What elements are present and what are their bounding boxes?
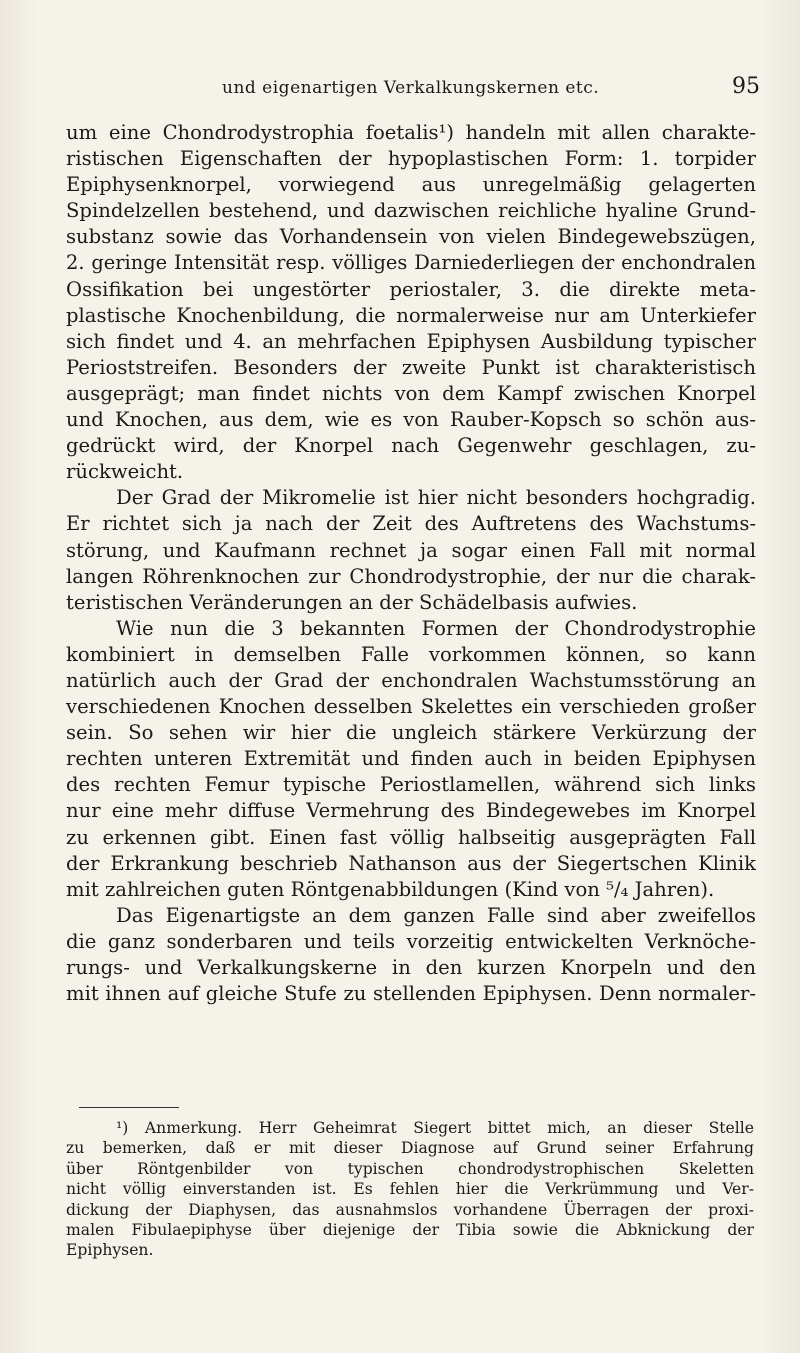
footnote-line: dickung der Diaphysen, das ausnahmslos vorhandene Überragen der proxi- [66,1200,754,1219]
text-line: rückweicht. [66,460,184,484]
text-line: substanz sowie das Vorhandensein von vielen Bindegewebszügen, [66,225,756,249]
footnote-divider [79,1107,179,1108]
page-number: 95 [732,74,760,99]
text-line: um eine Chondrodystrophia foetalis¹) handeln mit allen charakte- [66,121,756,144]
text-line: teristischen Veränderungen an der Schädelbasis aufwies. [66,590,638,614]
footnote-line: Epiphysen. [66,1241,154,1260]
text-line: Epiphysenknorpel, vorwiegend aus unregelmäßig gelagerten [66,173,756,197]
text-line: 2. geringe Intensität resp. völliges Darniederliegen der enchondralen [66,251,756,275]
text-line: störung, und Kaufmann rechnet ja sogar einen Fall mit normal [66,538,756,562]
text-line: sich findet und 4. an mehrfachen Epiphysen Ausbildung typischer [66,329,756,353]
text-line: rechten unteren Extremität und finden auch in beiden Epiphysen [66,747,756,771]
body-text [66,120,756,1007]
text-line: Das Eigenartigste an dem ganzen Falle sind aber zweifellos [116,903,756,927]
text-line: Der Grad der Mikromelie ist hier nicht besonders hochgradig. [116,486,756,510]
text-line: gedrückt wird, der Knorpel nach Gegenwehr geschlagen, zu- [66,434,756,458]
text-line: die ganz sonderbaren und teils vorzeitig entwickelten Verknöche- [66,929,756,953]
running-title: und eigenartigen Verkalkungskernen etc. [222,78,600,98]
text-line: verschiedenen Knochen desselben Skelettes ein verschieden großer [66,695,756,719]
running-header [66,74,760,104]
footnote-line: zu bemerken, daß er mit dieser Diagnose auf Grund seiner Erfahrung [66,1139,754,1158]
text-line: kombiniert in demselben Falle vorkommen können, so kann [66,642,756,666]
text-line: Er richtet sich ja nach der Zeit des Auftretens des Wachstums- [66,512,756,536]
text-line: langen Röhrenknochen zur Chondrodystrophie, der nur die charak- [66,564,756,588]
text-line: Spindelzellen bestehend, und dazwischen reichliche hyaline Grund- [66,199,756,223]
text-line: zu erkennen gibt. Einen fast völlig halbseitig ausgeprägten Fall [66,825,756,849]
text-line: plastische Knochenbildung, die normalerweise nur am Unterkiefer [66,303,756,327]
footnote [66,1118,754,1261]
text-line: ausgeprägt; man findet nichts von dem Kampf zwischen Knorpel [66,381,756,405]
text-line: Wie nun die 3 bekannten Formen der Chondrodystrophie [116,616,756,640]
text-line: sein. So sehen wir hier die ungleich stärkere Verkürzung der [66,721,756,745]
text-line: natürlich auch der Grad der enchondralen Wachstumsstörung an [66,668,756,692]
text-line: mit ihnen auf gleiche Stufe zu stellenden Epiphysen. Denn normaler- [66,982,756,1006]
text-line: und Knochen, aus dem, wie es von Rauber-Kopsch so schön aus- [66,408,756,432]
footnote-line: ¹) Anmerkung. Herr Geheimrat Siegert bittet mich, an dieser Stelle [116,1119,754,1137]
footnote-line: malen Fibulaepiphyse über diejenige der Tibia sowie die Abknickung der [66,1220,754,1239]
text-line: nur eine mehr diffuse Vermehrung des Bindegewebes im Knorpel [66,799,756,823]
footnote-line: nicht völlig einverstanden ist. Es fehlen hier die Verkrümmung und Ver- [66,1180,754,1199]
text-line: rungs- und Verkalkungskerne in den kurzen Knorpeln und den [66,956,756,979]
text-line: mit zahlreichen guten Röntgenabbildungen (Kind von ⁵/₄ Jahren). [66,877,715,901]
text-line: Ossifikation bei ungestörter periostaler, 3. die direkte meta- [66,277,756,301]
text-line: der Erkrankung beschrieb Nathanson aus der Siegertschen Klinik [66,851,756,875]
text-line: ristischen Eigenschaften der hypoplastischen Form: 1. torpider [66,147,756,171]
text-line: Perioststreifen. Besonders der zweite Punkt ist charakteristisch [66,355,756,379]
footnote-line: über Röntgenbilder von typischen chondrodystrophischen Skeletten [66,1159,754,1178]
text-line: des rechten Femur typische Periostlamellen, während sich links [66,773,756,797]
